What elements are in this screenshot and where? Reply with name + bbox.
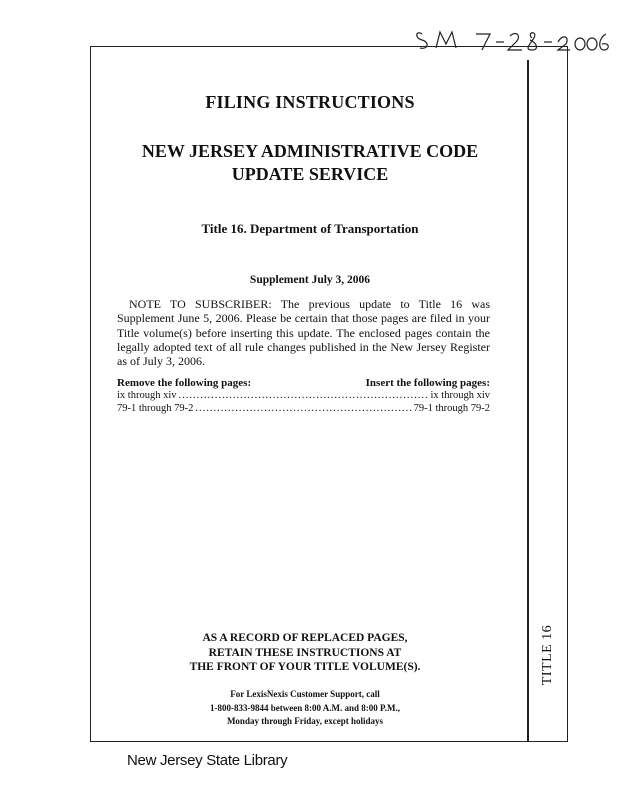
side-tab-label: TITLE 16 <box>540 624 555 686</box>
supplement-date: Supplement July 3, 2006 <box>249 274 371 286</box>
remove-pages-cell: 79-1 through 79-2 <box>117 402 194 414</box>
code-title-line2: UPDATE SERVICE <box>231 164 389 184</box>
retain-line1: AS A RECORD OF REPLACED PAGES, <box>202 632 408 644</box>
remove-pages-header: Remove the following pages: <box>117 377 252 389</box>
note-to-subscriber: NOTE TO SUBSCRIBER: The previous update to Title 16 was Supplement June 5, 2006. Please be certain that those pages are filed in your Title volume(s) before inserting this update. The enclosed pages contain the legally adopted text of all rule changes published in the New Jersey Register as of July 3, 2006. <box>117 297 490 369</box>
retain-line3: THE FRONT OF YOUR TITLE VOLUME(S). <box>189 661 421 673</box>
title-side-tab <box>531 600 565 710</box>
leader-dots <box>195 403 411 416</box>
support-line1: For LexisNexis Customer Support, call <box>230 689 380 699</box>
title-department: Title 16. Department of Transportation <box>201 221 419 236</box>
leader-dots <box>179 390 429 403</box>
pages-table-header <box>117 377 490 389</box>
remove-pages-cell: ix through xiv <box>117 390 177 401</box>
pages-row <box>117 403 490 416</box>
support-line3: Monday through Friday, except holidays <box>226 716 384 726</box>
code-title-line1: NEW JERSEY ADMINISTRATIVE CODE <box>141 141 479 161</box>
insert-pages-cell: ix through xiv <box>430 390 490 401</box>
tab-divider-line <box>527 60 529 742</box>
pages-table <box>117 377 490 415</box>
library-footer: New Jersey State Library <box>127 752 288 769</box>
code-title-heading <box>100 140 520 186</box>
insert-pages-header: Insert the following pages: <box>365 377 490 389</box>
retain-line2: RETAIN THESE INSTRUCTIONS AT <box>208 646 402 659</box>
filing-instructions-heading: FILING INSTRUCTIONS <box>205 92 415 112</box>
retain-instructions <box>100 631 510 675</box>
pages-row <box>117 390 490 403</box>
customer-support-info <box>100 688 510 729</box>
support-line2: 1-800-833-9844 between 8:00 A.M. and 8:00 P.M., <box>210 702 400 713</box>
insert-pages-cell: 79-1 through 79-2 <box>413 402 490 414</box>
